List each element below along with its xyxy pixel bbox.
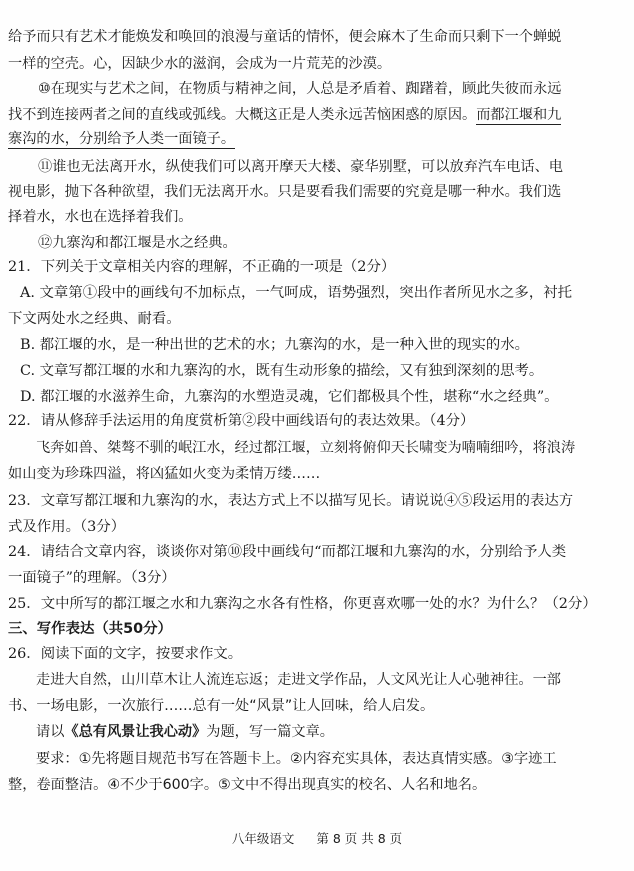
- writing-task-suffix: 为题，写一篇文章。: [206, 724, 334, 740]
- passage-p9-line1: 给予而只有艺术才能焕发和唤回的浪漫与童话的情怀，便会麻木了生命而只剩下一个蝉蜕: [8, 29, 562, 45]
- q21-option-a-line2: 下文两处水之经典、耐看。: [8, 311, 181, 327]
- passage-p9-line2: 一样的空壳。心，因缺少水的滋润，会成为一片荒芜的沙漠。: [8, 56, 392, 72]
- passage-p10-line3: [8, 129, 235, 149]
- section-title-writing: 三、写作表达（共50分）: [8, 621, 172, 637]
- underlined-sentence-part1: 而都江堰和九: [476, 107, 562, 123]
- writing-requirements-line2: 整，卷面整洁。④不少于600字。⑤文中不得出现真实的校名、人名和地名。: [8, 777, 487, 793]
- writing-prompt-line2: 书、一场电影，一次旅行……总有一处“风景”让人回味，给人启发。: [8, 698, 435, 714]
- underlined-sentence-part2: 寨沟的水，分别给予人类一面镜子。: [8, 131, 236, 147]
- q21-stem: 21．下列关于文章相关内容的理解，不正确的一项是（2分）: [8, 259, 396, 275]
- q22-quote-line1: 飞奔如兽、桀骜不驯的岷江水，经过都江堰，立刻将俯仰天长啸变为喃喃细吟，将浪涛: [36, 440, 576, 456]
- passage-p11-line1: ⑪谁也无法离开水，纵使我们可以离开摩天大楼、豪华别墅，可以放弃汽车电话、电: [38, 159, 563, 175]
- footer-subject: 八年级语文: [231, 831, 295, 846]
- q21-option-a-line1: A. 文章第①段中的画线句不加标点，一气呵成，语势强烈，突出作者所见水之多，衬托: [20, 285, 572, 301]
- q22-quote-line2: 如山变为珍珠四溢，将凶猛如火变为柔情万缕……: [8, 466, 321, 482]
- passage-p11-line3: 择着水，水也在选择着我们。: [8, 209, 193, 225]
- q21-option-b: B. 都江堰的水，是一种出世的艺术的水；九寨沟的水，是一种入世的现实的水。: [20, 337, 530, 353]
- passage-p12: ⑫九寨沟和都江堰是水之经典。: [38, 235, 237, 251]
- q22-stem: 22．请从修辞手法运用的角度赏析第②段中画线语句的表达效果。（4分）: [8, 413, 475, 429]
- passage-p10-plain: 找不到连接两者之间的直线或弧线。大概这正是人类永远苦恼困惑的原因。: [8, 107, 477, 123]
- writing-requirements-line1: 要求：①先将题目规范书写在答题卡上。②内容充实具体，表达真情实感。③字迹工: [36, 751, 557, 767]
- q24-line1: 24．请结合文章内容，谈谈你对第⑩段中画线句“而都江堰和九寨沟的水，分别给予人类: [8, 544, 567, 560]
- passage-p10-line1: ⑩在现实与艺术之间，在物质与精神之间，人总是矛盾着、踟躇着，顾此失彼而永远: [38, 81, 562, 97]
- q26-stem: 26．阅读下面的文字，按要求作文。: [8, 646, 243, 662]
- page-footer: [0, 831, 634, 847]
- q21-option-c: C. 文章写都江堰的水和九寨沟的水，既有生动形象的描绘，又有独到深刻的思考。: [20, 363, 544, 379]
- writing-task: [36, 722, 334, 742]
- q21-option-d: D. 都江堰的水滋养生命，九寨沟的水塑造灵魂，它们都极具个性，堪称“水之经典”。: [20, 389, 559, 405]
- q24-line2: 一面镜子”的理解。（3分）: [8, 570, 176, 586]
- essay-title: 《总有风景让我心动》: [64, 724, 207, 740]
- writing-task-prefix: 请以: [36, 724, 65, 740]
- footer-page-info: 第 8 页 共 8 页: [316, 831, 403, 846]
- q23-line1: 23．文章写都江堰和九寨沟的水，表达方式上不以描写见长。请说说④⑤段运用的表达方: [8, 493, 574, 509]
- passage-p11-line2: 视电影，抛下各种欲望，我们无法离开水。只是要看我们需要的究竟是哪一种水。我们选: [8, 184, 562, 200]
- q25: 25．文中所写的都江堰之水和九寨沟之水各有性格，你更喜欢哪一处的水？为什么？（2分）: [8, 596, 597, 612]
- q23-line2: 式及作用。（3分）: [8, 519, 126, 535]
- passage-p10-line2: [8, 105, 561, 125]
- writing-prompt-line1: 走进大自然，山川草木让人流连忘返；走进文学作品，人文风光让人心驰神往。一部: [36, 672, 561, 688]
